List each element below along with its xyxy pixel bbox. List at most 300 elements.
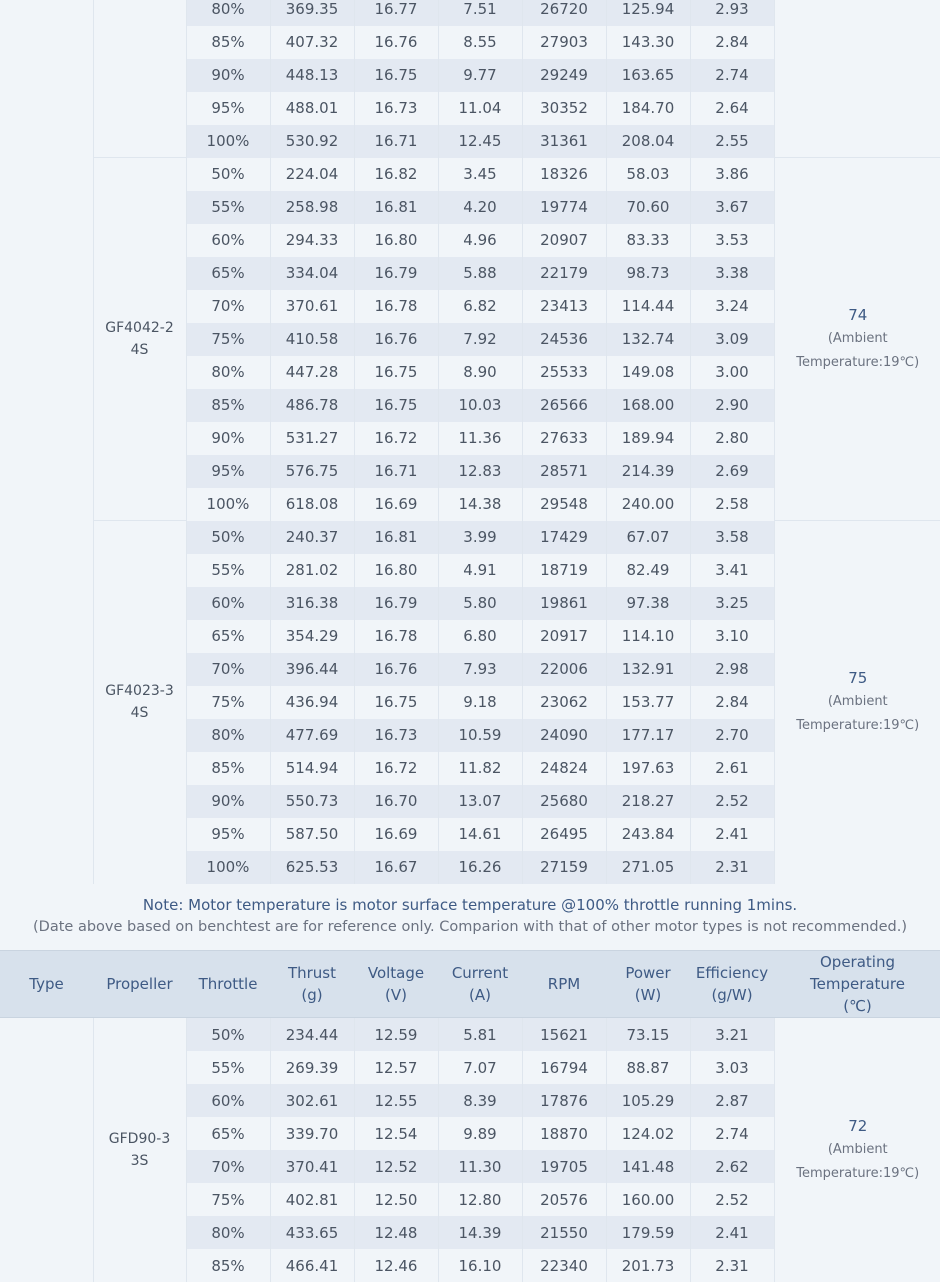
throttle-cell: 55% (186, 191, 270, 224)
rpm-cell: 30352 (522, 92, 606, 125)
voltage-cell: 16.81 (354, 191, 438, 224)
thrust-cell: 316.38 (270, 587, 354, 620)
header-efficiency (690, 951, 774, 1018)
efficiency-cell: 3.24 (690, 290, 774, 323)
voltage-cell: 16.71 (354, 125, 438, 158)
current-cell: 8.55 (438, 26, 522, 59)
voltage-cell: 16.80 (354, 554, 438, 587)
propeller-label: 3S (131, 1153, 149, 1169)
throttle-cell: 95% (186, 818, 270, 851)
voltage-cell: 16.70 (354, 785, 438, 818)
voltage-cell: 16.67 (354, 851, 438, 884)
thrust-cell: 486.78 (270, 389, 354, 422)
current-cell: 14.39 (438, 1216, 522, 1249)
current-cell: 3.99 (438, 521, 522, 554)
header-label: (A) (469, 986, 491, 1004)
thrust-cell: 302.61 (270, 1084, 354, 1117)
power-cell: 88.87 (606, 1051, 690, 1084)
operating-temperature-cell (774, 1018, 940, 1282)
temperature-value: 74 (848, 306, 867, 324)
current-cell: 16.26 (438, 851, 522, 884)
voltage-cell: 16.79 (354, 587, 438, 620)
rpm-cell: 17429 (522, 521, 606, 554)
header-thrust (270, 951, 354, 1018)
power-cell: 105.29 (606, 1084, 690, 1117)
thrust-cell: 466.41 (270, 1249, 354, 1282)
throttle-cell: 60% (186, 1084, 270, 1117)
efficiency-cell: 2.70 (690, 719, 774, 752)
header-label: Propeller (106, 975, 172, 993)
efficiency-cell: 3.53 (690, 224, 774, 257)
rpm-cell: 18870 (522, 1117, 606, 1150)
header-label: (℃) (843, 997, 872, 1015)
throttle-cell: 100% (186, 125, 270, 158)
throttle-cell: 55% (186, 554, 270, 587)
thrust-cell: 488.01 (270, 92, 354, 125)
thrust-cell: 396.44 (270, 653, 354, 686)
thrust-cell: 240.37 (270, 521, 354, 554)
rpm-cell: 20907 (522, 224, 606, 257)
header-propeller (93, 951, 186, 1018)
voltage-cell: 16.75 (354, 389, 438, 422)
thrust-cell: 339.70 (270, 1117, 354, 1150)
note-section (0, 886, 940, 950)
efficiency-cell: 2.87 (690, 1084, 774, 1117)
voltage-cell: 16.75 (354, 356, 438, 389)
power-cell: 243.84 (606, 818, 690, 851)
current-cell: 3.45 (438, 158, 522, 191)
note-text: Note: Motor temperature is motor surface temperature @100% throttle running 1mins. (0, 896, 940, 914)
propeller-label: 4S (131, 705, 149, 721)
voltage-cell: 16.78 (354, 290, 438, 323)
efficiency-cell: 2.69 (690, 455, 774, 488)
rpm-cell: 21550 (522, 1216, 606, 1249)
throttle-cell: 50% (186, 158, 270, 191)
current-cell: 11.82 (438, 752, 522, 785)
throttle-cell: 75% (186, 686, 270, 719)
voltage-cell: 12.52 (354, 1150, 438, 1183)
rpm-cell: 23413 (522, 290, 606, 323)
header-label: Operating (820, 953, 895, 971)
efficiency-cell: 2.93 (690, 0, 774, 26)
efficiency-cell: 2.58 (690, 488, 774, 521)
voltage-cell: 12.55 (354, 1084, 438, 1117)
power-cell: 189.94 (606, 422, 690, 455)
throttle-cell: 85% (186, 26, 270, 59)
thrust-cell: 224.04 (270, 158, 354, 191)
power-cell: 143.30 (606, 26, 690, 59)
current-cell: 5.81 (438, 1018, 522, 1052)
power-cell: 70.60 (606, 191, 690, 224)
current-cell: 6.82 (438, 290, 522, 323)
current-cell: 6.80 (438, 620, 522, 653)
power-cell: 160.00 (606, 1183, 690, 1216)
power-cell: 214.39 (606, 455, 690, 488)
current-cell: 16.10 (438, 1249, 522, 1282)
rpm-cell: 25533 (522, 356, 606, 389)
propeller-cell (93, 1018, 186, 1282)
rpm-cell: 29249 (522, 59, 606, 92)
efficiency-cell: 2.41 (690, 1216, 774, 1249)
header-label: Throttle (199, 975, 258, 993)
temperature-value: 72 (848, 1117, 867, 1135)
voltage-cell: 16.73 (354, 92, 438, 125)
table-row (0, 158, 940, 191)
thrust-cell: 369.35 (270, 0, 354, 26)
current-cell: 7.93 (438, 653, 522, 686)
thrust-cell: 550.73 (270, 785, 354, 818)
header-throttle (186, 951, 270, 1018)
efficiency-cell: 3.58 (690, 521, 774, 554)
header-label: Power (625, 964, 670, 982)
current-cell: 14.38 (438, 488, 522, 521)
power-cell: 197.63 (606, 752, 690, 785)
thrust-cell: 530.92 (270, 125, 354, 158)
rpm-cell: 25680 (522, 785, 606, 818)
voltage-cell: 16.76 (354, 26, 438, 59)
thrust-cell: 514.94 (270, 752, 354, 785)
rpm-cell: 24824 (522, 752, 606, 785)
table-row (0, 1018, 940, 1052)
header-label: (W) (635, 986, 662, 1004)
voltage-cell: 16.71 (354, 455, 438, 488)
operating-temperature-cell (774, 0, 940, 158)
thrust-cell: 294.33 (270, 224, 354, 257)
power-cell: 98.73 (606, 257, 690, 290)
voltage-cell: 12.50 (354, 1183, 438, 1216)
current-cell: 7.07 (438, 1051, 522, 1084)
voltage-cell: 16.79 (354, 257, 438, 290)
current-cell: 12.80 (438, 1183, 522, 1216)
propeller-label: GFD90-3 (109, 1131, 170, 1147)
thrust-cell: 402.81 (270, 1183, 354, 1216)
ambient-temperature (775, 0, 940, 4)
thrust-cell: 281.02 (270, 554, 354, 587)
current-cell: 5.80 (438, 587, 522, 620)
header-label: Type (29, 975, 63, 993)
voltage-cell: 16.77 (354, 0, 438, 26)
voltage-cell: 12.46 (354, 1249, 438, 1282)
rpm-cell: 22006 (522, 653, 606, 686)
efficiency-cell: 3.38 (690, 257, 774, 290)
efficiency-cell: 2.64 (690, 92, 774, 125)
rpm-cell: 26720 (522, 0, 606, 26)
power-cell: 168.00 (606, 389, 690, 422)
ambient-temperature: Temperature:19℃) (796, 355, 919, 370)
power-cell: 83.33 (606, 224, 690, 257)
throttle-cell: 80% (186, 1216, 270, 1249)
throttle-cell: 70% (186, 290, 270, 323)
ambient-label: (Ambient (828, 1142, 888, 1157)
throttle-cell: 75% (186, 1183, 270, 1216)
efficiency-cell: 2.31 (690, 1249, 774, 1282)
efficiency-cell: 3.10 (690, 620, 774, 653)
throttle-cell: 75% (186, 323, 270, 356)
throttle-cell: 60% (186, 587, 270, 620)
current-cell: 4.20 (438, 191, 522, 224)
efficiency-cell: 2.84 (690, 26, 774, 59)
rpm-cell: 17876 (522, 1084, 606, 1117)
power-cell: 125.94 (606, 0, 690, 26)
throttle-cell: 100% (186, 851, 270, 884)
header-label: Thrust (288, 964, 336, 982)
rpm-cell: 18719 (522, 554, 606, 587)
current-cell: 5.88 (438, 257, 522, 290)
thrust-cell: 436.94 (270, 686, 354, 719)
voltage-cell: 16.81 (354, 521, 438, 554)
operating-temperature-cell (774, 521, 940, 884)
header-current (438, 951, 522, 1018)
power-cell: 201.73 (606, 1249, 690, 1282)
thrust-cell: 625.53 (270, 851, 354, 884)
power-cell: 67.07 (606, 521, 690, 554)
thrust-cell: 269.39 (270, 1051, 354, 1084)
current-cell: 7.51 (438, 0, 522, 26)
type-cell (0, 1018, 93, 1282)
disclaimer-text: (Date above based on benchtest are for reference only. Comparion with that of other motor types is not recommended.) (0, 919, 940, 935)
thrust-cell: 447.28 (270, 356, 354, 389)
current-cell: 12.83 (438, 455, 522, 488)
throttle-cell: 55% (186, 1051, 270, 1084)
rpm-cell: 20917 (522, 620, 606, 653)
power-cell: 114.10 (606, 620, 690, 653)
throttle-cell: 60% (186, 224, 270, 257)
power-cell: 82.49 (606, 554, 690, 587)
rpm-cell: 24536 (522, 323, 606, 356)
efficiency-cell: 2.98 (690, 653, 774, 686)
voltage-cell: 16.82 (354, 158, 438, 191)
power-cell: 114.44 (606, 290, 690, 323)
power-cell: 132.91 (606, 653, 690, 686)
power-cell: 153.77 (606, 686, 690, 719)
throttle-cell: 70% (186, 1150, 270, 1183)
rpm-cell: 27159 (522, 851, 606, 884)
header-operating-temperature (774, 951, 940, 1018)
efficiency-cell: 2.84 (690, 686, 774, 719)
efficiency-cell: 2.62 (690, 1150, 774, 1183)
efficiency-cell: 3.41 (690, 554, 774, 587)
power-cell: 97.38 (606, 587, 690, 620)
current-cell: 10.59 (438, 719, 522, 752)
power-cell: 163.65 (606, 59, 690, 92)
efficiency-cell: 2.90 (690, 389, 774, 422)
efficiency-cell: 3.21 (690, 1018, 774, 1052)
operating-temperature-cell (774, 158, 940, 521)
propeller-cell (93, 521, 186, 884)
table-row (0, 521, 940, 554)
voltage-cell: 16.69 (354, 818, 438, 851)
power-cell: 149.08 (606, 356, 690, 389)
voltage-cell: 16.75 (354, 59, 438, 92)
thrust-cell: 334.04 (270, 257, 354, 290)
rpm-cell: 27633 (522, 422, 606, 455)
efficiency-cell: 3.00 (690, 356, 774, 389)
thrust-cell: 407.32 (270, 26, 354, 59)
rpm-cell: 18326 (522, 158, 606, 191)
thrust-cell: 354.29 (270, 620, 354, 653)
efficiency-cell: 2.74 (690, 59, 774, 92)
efficiency-cell: 3.03 (690, 1051, 774, 1084)
voltage-cell: 12.48 (354, 1216, 438, 1249)
throttle-cell: 95% (186, 455, 270, 488)
ambient-temperature: Temperature:19℃) (796, 718, 919, 733)
throttle-cell: 90% (186, 59, 270, 92)
header-label: (g/W) (711, 986, 752, 1004)
current-cell: 11.36 (438, 422, 522, 455)
ambient-label: (Ambient (828, 694, 888, 709)
table-row (0, 0, 940, 26)
throttle-cell: 80% (186, 356, 270, 389)
header-label: (g) (301, 986, 322, 1004)
current-cell: 8.39 (438, 1084, 522, 1117)
throttle-cell: 80% (186, 0, 270, 26)
efficiency-cell: 2.55 (690, 125, 774, 158)
rpm-cell: 26495 (522, 818, 606, 851)
thrust-cell: 531.27 (270, 422, 354, 455)
header-label: Current (452, 964, 508, 982)
throttle-cell: 50% (186, 1018, 270, 1052)
thrust-cell: 370.61 (270, 290, 354, 323)
voltage-cell: 12.59 (354, 1018, 438, 1052)
current-cell: 9.89 (438, 1117, 522, 1150)
thrust-cell: 410.58 (270, 323, 354, 356)
efficiency-cell: 2.31 (690, 851, 774, 884)
header-label: (V) (385, 986, 407, 1004)
rpm-cell: 24090 (522, 719, 606, 752)
rpm-cell: 15621 (522, 1018, 606, 1052)
voltage-cell: 16.73 (354, 719, 438, 752)
thrust-data-table-2 (0, 950, 940, 1282)
power-cell: 240.00 (606, 488, 690, 521)
thrust-cell: 587.50 (270, 818, 354, 851)
voltage-cell: 16.72 (354, 422, 438, 455)
header-label: Voltage (368, 964, 424, 982)
throttle-cell: 100% (186, 488, 270, 521)
header-label: Temperature (810, 975, 905, 993)
rpm-cell: 23062 (522, 686, 606, 719)
header-rpm (522, 951, 606, 1018)
rpm-cell: 19774 (522, 191, 606, 224)
efficiency-cell: 2.52 (690, 1183, 774, 1216)
power-cell: 124.02 (606, 1117, 690, 1150)
temperature-value: 75 (848, 669, 867, 687)
voltage-cell: 12.57 (354, 1051, 438, 1084)
throttle-cell: 50% (186, 521, 270, 554)
current-cell: 13.07 (438, 785, 522, 818)
power-cell: 58.03 (606, 158, 690, 191)
propeller-cell (93, 0, 186, 158)
current-cell: 9.18 (438, 686, 522, 719)
power-cell: 184.70 (606, 92, 690, 125)
propeller-cell (93, 158, 186, 521)
efficiency-cell: 3.67 (690, 191, 774, 224)
throttle-cell: 85% (186, 389, 270, 422)
rpm-cell: 16794 (522, 1051, 606, 1084)
thrust-cell: 234.44 (270, 1018, 354, 1052)
current-cell: 4.96 (438, 224, 522, 257)
power-cell: 208.04 (606, 125, 690, 158)
efficiency-cell: 3.86 (690, 158, 774, 191)
throttle-cell: 70% (186, 653, 270, 686)
voltage-cell: 16.75 (354, 686, 438, 719)
header-type (0, 951, 93, 1018)
ambient-label: (Ambient (828, 331, 888, 346)
power-cell: 73.15 (606, 1018, 690, 1052)
thrust-cell: 370.41 (270, 1150, 354, 1183)
throttle-cell: 90% (186, 422, 270, 455)
current-cell: 9.77 (438, 59, 522, 92)
thrust-cell: 433.65 (270, 1216, 354, 1249)
current-cell: 14.61 (438, 818, 522, 851)
throttle-cell: 90% (186, 785, 270, 818)
thrust-cell: 576.75 (270, 455, 354, 488)
throttle-cell: 80% (186, 719, 270, 752)
current-cell: 10.03 (438, 389, 522, 422)
efficiency-cell: 2.61 (690, 752, 774, 785)
rpm-cell: 27903 (522, 26, 606, 59)
rpm-cell: 31361 (522, 125, 606, 158)
rpm-cell: 29548 (522, 488, 606, 521)
thrust-cell: 258.98 (270, 191, 354, 224)
voltage-cell: 16.76 (354, 653, 438, 686)
type-cell (0, 0, 93, 884)
rpm-cell: 19861 (522, 587, 606, 620)
power-cell: 132.74 (606, 323, 690, 356)
current-cell: 4.91 (438, 554, 522, 587)
thrust-cell: 618.08 (270, 488, 354, 521)
propeller-label: GF4042-2 (105, 320, 174, 336)
header-voltage (354, 951, 438, 1018)
efficiency-cell: 2.80 (690, 422, 774, 455)
ambient-temperature: Temperature:19℃) (796, 1166, 919, 1181)
voltage-cell: 12.54 (354, 1117, 438, 1150)
power-cell: 218.27 (606, 785, 690, 818)
thrust-cell: 477.69 (270, 719, 354, 752)
rpm-cell: 22179 (522, 257, 606, 290)
rpm-cell: 22340 (522, 1249, 606, 1282)
power-cell: 141.48 (606, 1150, 690, 1183)
voltage-cell: 16.72 (354, 752, 438, 785)
rpm-cell: 26566 (522, 389, 606, 422)
throttle-cell: 95% (186, 92, 270, 125)
efficiency-cell: 3.09 (690, 323, 774, 356)
header-label: RPM (548, 975, 580, 993)
current-cell: 8.90 (438, 356, 522, 389)
throttle-cell: 85% (186, 752, 270, 785)
rpm-cell: 28571 (522, 455, 606, 488)
throttle-cell: 65% (186, 257, 270, 290)
header-power (606, 951, 690, 1018)
efficiency-cell: 3.25 (690, 587, 774, 620)
propeller-label: GF4023-3 (105, 683, 174, 699)
throttle-cell: 65% (186, 620, 270, 653)
throttle-cell: 65% (186, 1117, 270, 1150)
power-cell: 179.59 (606, 1216, 690, 1249)
current-cell: 12.45 (438, 125, 522, 158)
header-label: Efficiency (696, 964, 768, 982)
voltage-cell: 16.69 (354, 488, 438, 521)
voltage-cell: 16.80 (354, 224, 438, 257)
thrust-cell: 448.13 (270, 59, 354, 92)
voltage-cell: 16.76 (354, 323, 438, 356)
current-cell: 7.92 (438, 323, 522, 356)
throttle-cell: 85% (186, 1249, 270, 1282)
efficiency-cell: 2.74 (690, 1117, 774, 1150)
rpm-cell: 20576 (522, 1183, 606, 1216)
efficiency-cell: 2.41 (690, 818, 774, 851)
voltage-cell: 16.78 (354, 620, 438, 653)
current-cell: 11.04 (438, 92, 522, 125)
